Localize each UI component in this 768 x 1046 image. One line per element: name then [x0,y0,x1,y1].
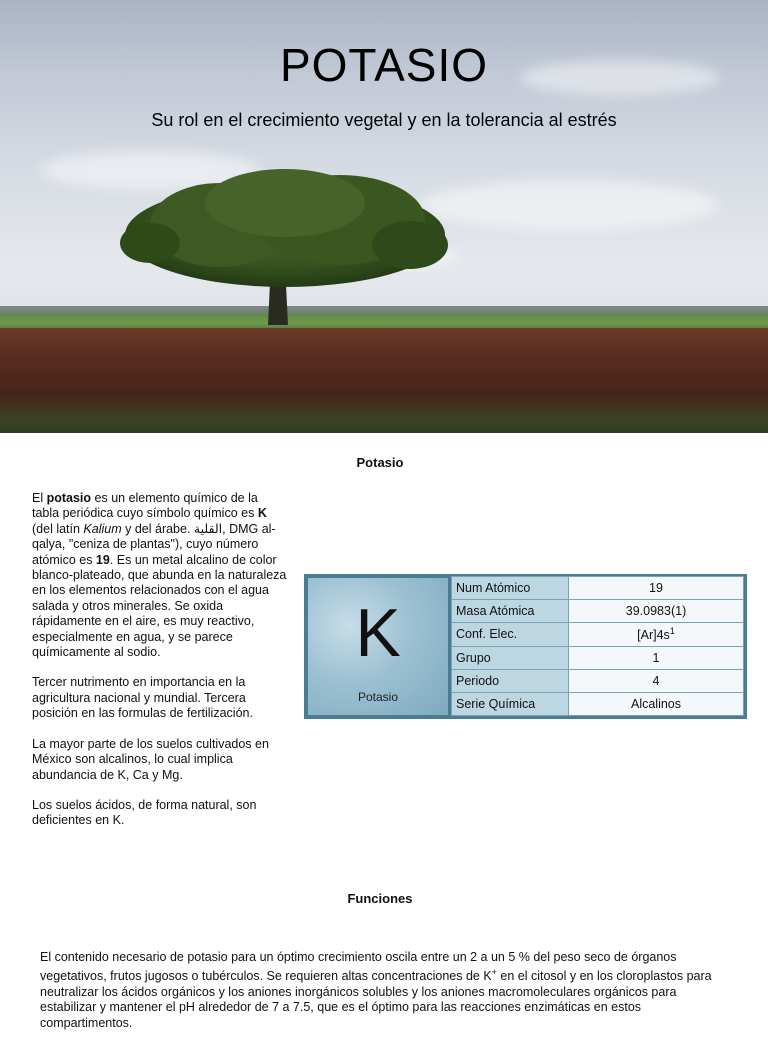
element-symbol: K [355,595,401,671]
table-row [452,577,744,600]
paragraph-importance: Tercer nutrimento en importancia en la agricultura nacional y mundial. Tercera posición en las formulas de fertilización. [32,675,253,721]
funciones-description [40,950,730,1046]
potasio-description [32,491,288,844]
hero-image [0,0,768,433]
property-label: Serie Química [452,692,569,715]
property-label: Periodo [452,669,569,692]
property-label: Grupo [452,646,569,669]
property-value: 1 [569,646,744,669]
paragraph-funciones: El contenido necesario de potasio para un óptimo crecimiento oscila entre un 2 a un 5 % del peso seco de órganos vegetativos, frutos jugosos o tubérculos. Se requieren altas concentraciones de K+ en el citosol y en los cloroplastos para neutralizar los ácidos orgánicos y los aniones inorgánicos solubles y los aniones macromoleculares orgánicos para estabilizar y mantener el pH alrededor de 7 a 7.5, que es el óptimo para las reacciones enzimáticas en estos compartimentos. [40,950,712,1030]
property-label: Conf. Elec. [452,623,569,646]
property-value: 19 [569,577,744,600]
table-row [452,669,744,692]
page-subtitle: Su rol en el crecimiento vegetal y en la tolerancia al estrés [151,110,617,130]
table-row [452,646,744,669]
property-label: Masa Atómica [452,600,569,623]
table-row [452,692,744,715]
property-value: Alcalinos [569,692,744,715]
element-card [308,578,448,715]
section-heading-funciones: Funciones [347,891,413,906]
element-infobox [304,574,747,719]
property-value: 39.0983(1) [569,600,744,623]
paragraph-soils-mexico: La mayor parte de los suelos cultivados en México son alcalinos, lo cual implica abundancia de K, Ca y Mg. [32,736,269,782]
property-value: 4 [569,669,744,692]
table-row [452,600,744,623]
property-value: $[Ar]4s^1$ [569,623,744,646]
page-title: POTASIO [279,39,489,91]
property-label: Num Atómico [452,577,569,600]
element-properties-table [451,576,744,716]
tree-illustration [120,165,450,330]
element-name: Potasio [357,690,399,704]
paragraph-acid-soils: Los suelos ácidos, de forma natural, son deficientes en K. [32,797,257,828]
table-row [452,623,744,646]
paragraph-intro: El potasio es un elemento químico de la tabla periódica cuyo símbolo químico es K (del latín Kalium y del árabe. القلية, DMG al-qalya, "ceniza de plantas"), cuyo número atómico es 19. Es un metal alcalino de color blanco-plateado, que abunda en la naturaleza en los elementos relacionados con el agua salada y otros minerales. Se oxida rápidamente en el aire, es muy reactivo, especialmente en agua, y se parece químicamente al sodio. [32,491,287,660]
section-heading-potasio: Potasio [356,455,404,470]
